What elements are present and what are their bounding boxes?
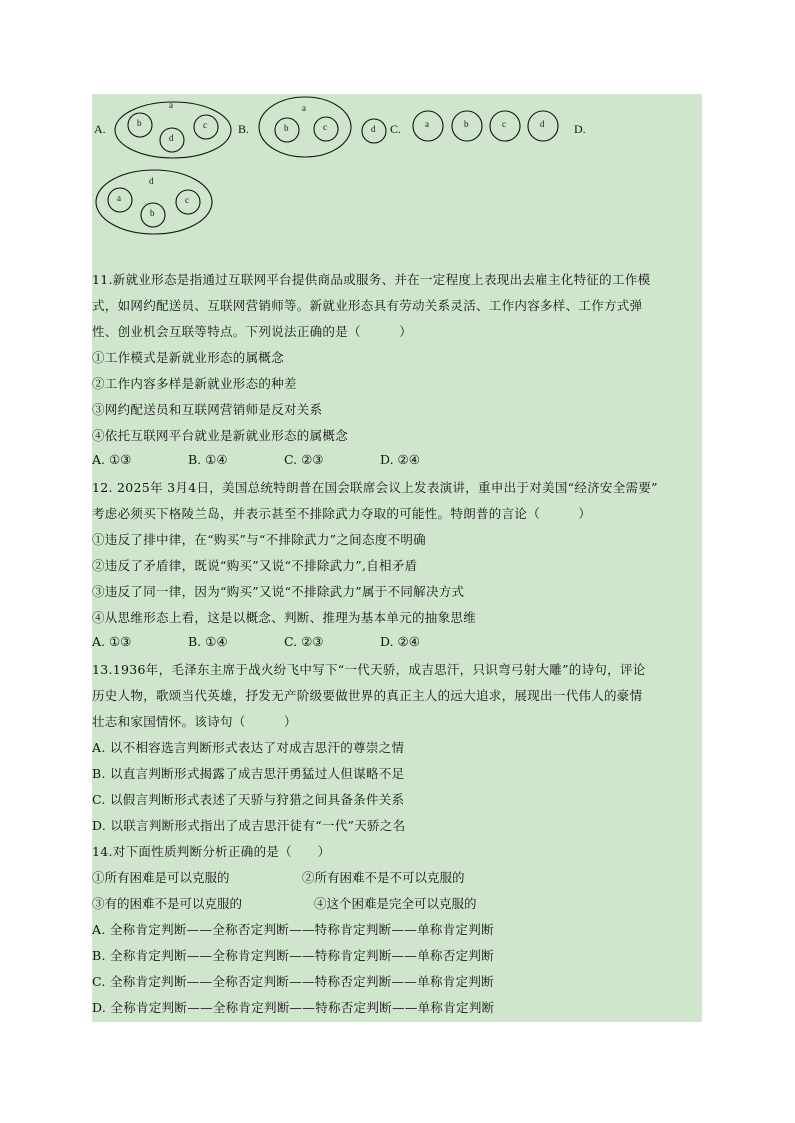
q14-item-1: ①所有困难是可以克服的 — [92, 870, 230, 885]
q13-choice-c[interactable]: C. 以假言判断形式表述了天骄与狩猎之间具备条件关系 — [92, 792, 405, 807]
q12-choice-c[interactable]: C. ②③ — [284, 634, 324, 649]
option-d-circle-label-d: d — [149, 176, 154, 186]
question-panel — [92, 94, 702, 1022]
option-a-circle-label-a: a — [169, 100, 173, 110]
q11-item-4: ④依托互联网平台就业是新就业形态的属概念 — [92, 428, 349, 443]
q11-stem-line-3: 性、创业机会互联等特点。下列说法正确的是（ ） — [92, 324, 413, 339]
option-d-outer-circle — [96, 170, 212, 234]
q12-item-1: ①违反了排中律，在“购买”与“不排除武力”之间态度不明确 — [92, 532, 426, 547]
q14-items-row-2 — [92, 894, 477, 912]
q14-choice-c[interactable]: C. 全称肯定判断——全称否定判断——特称否定判断——单称肯定判断 — [92, 974, 494, 989]
option-b-label: B. — [238, 122, 250, 136]
q12-choice-b[interactable]: B. ①④ — [188, 634, 228, 649]
q13-stem-line-1: 13.1936年，毛泽东主席于战火纷飞中写下“一代天骄，成吉思汗，只识弯弓射大雕”的诗句，评论 — [92, 662, 646, 677]
q12-item-2: ②违反了矛盾律，既说“购买”又说“不排除武力”,自相矛盾 — [92, 558, 418, 573]
q11-item-3: ③网约配送员和互联网营销师是反对关系 — [92, 402, 323, 417]
option-c-circle-label-d: d — [540, 119, 545, 129]
option-a-outer-circle — [115, 102, 231, 158]
q12-item-4: ④从思维形态上看，这是以概念、判断、推理为基本单元的抽象思维 — [92, 610, 477, 625]
q11-item-2: ②工作内容多样是新就业形态的种差 — [92, 376, 297, 391]
q14-stem-line-1: 14.对下面性质判断分析正确的是（ ） — [92, 844, 331, 859]
option-d-circle-label-c: c — [185, 195, 189, 205]
q12-choice-d[interactable]: D. ②④ — [380, 634, 420, 649]
q11-choices — [92, 452, 420, 467]
option-c-circle-label-a: a — [425, 119, 429, 129]
option-b-circle-label-b: b — [284, 123, 289, 133]
q14-choice-d[interactable]: D. 全称肯定判断——全称肯定判断——特称否定判断——单称肯定判断 — [92, 1000, 495, 1015]
q14-item-2: ②所有困难不是不可以克服的 — [302, 870, 465, 885]
option-c-label: C. — [390, 122, 402, 136]
q12-choices — [92, 634, 420, 649]
q13-stem-line-3: 壮志和家国情怀。该诗句（ ） — [92, 714, 297, 729]
venn-options-diagram — [92, 94, 702, 254]
q13-choice-b[interactable]: B. 以直言判断形式揭露了成吉思汗勇猛过人但谋略不足 — [92, 766, 405, 781]
q11-choice-c[interactable]: C. ②③ — [284, 452, 324, 467]
q14-items-row-1 — [92, 868, 465, 886]
option-c-circle-label-b: b — [464, 119, 469, 129]
q11-stem-line-1: 11.新就业形态是指通过互联网平台提供商品或服务、并在一定程度上表现出去雇主化特征的工作模 — [92, 272, 651, 287]
q13-stem-line-2: 历史人物，歌颂当代英雄，抒发无产阶级要做世界的真正主人的远大追求，展现出一代伟人的豪情 — [92, 688, 643, 703]
option-a-circle-label-d: d — [169, 133, 174, 143]
q11-choice-d[interactable]: D. ②④ — [380, 452, 420, 467]
q14-choice-a[interactable]: A. 全称肯定判断——全称否定判断——特称肯定判断——单称肯定判断 — [92, 922, 494, 937]
q12-item-3: ③违反了同一律，因为“购买”又说“不排除武力”属于不同解决方式 — [92, 584, 465, 599]
q11-item-1: ①工作模式是新就业形态的属概念 — [92, 350, 285, 365]
option-b-circle-label-a: a — [302, 103, 306, 113]
q14-item-4: ④这个困难是完全可以克服的 — [314, 896, 477, 911]
q11-choice-b[interactable]: B. ①④ — [188, 452, 228, 467]
option-d-circle-label-b: b — [150, 208, 155, 218]
q11-choice-a[interactable]: A. ①③ — [92, 452, 132, 467]
option-b-circle-label-d: d — [371, 124, 376, 134]
option-a-circle-label-c: c — [203, 120, 207, 130]
option-c-circle-label-c: c — [502, 119, 506, 129]
q12-stem-line-1: 12. 2025年 3月4日，美国总统特朗普在国会联席会议上发表演讲，重申出于对美国“经济安全需要” — [92, 480, 658, 495]
option-d-label: D. — [574, 122, 586, 136]
option-a-label: A. — [94, 122, 106, 136]
q14-choice-b[interactable]: B. 全称肯定判断——全称肯定判断——特称肯定判断——单称否定判断 — [92, 948, 495, 963]
q12-choice-a[interactable]: A. ①③ — [92, 634, 132, 649]
option-a-circle-label-b: b — [137, 118, 142, 128]
q13-choice-a[interactable]: A. 以不相容选言判断形式表达了对成吉思汗的尊崇之情 — [92, 740, 405, 755]
option-d-circle-label-a: a — [117, 193, 121, 203]
q12-stem-line-2: 考虑必须买下格陵兰岛，并表示甚至不排除武力夺取的可能性。特朗普的言论（ ） — [92, 506, 592, 521]
q13-choice-d[interactable]: D. 以联言判断形式指出了成吉思汗徒有“一代”天骄之名 — [92, 818, 406, 833]
q11-stem-line-2: 式，如网约配送员、互联网营销师等。新就业形态具有劳动关系灵活、工作内容多样、工作方式弹 — [92, 298, 643, 313]
option-b-circle-label-c: c — [323, 122, 327, 132]
q14-item-3: ③有的困难不是可以克服的 — [92, 896, 243, 911]
